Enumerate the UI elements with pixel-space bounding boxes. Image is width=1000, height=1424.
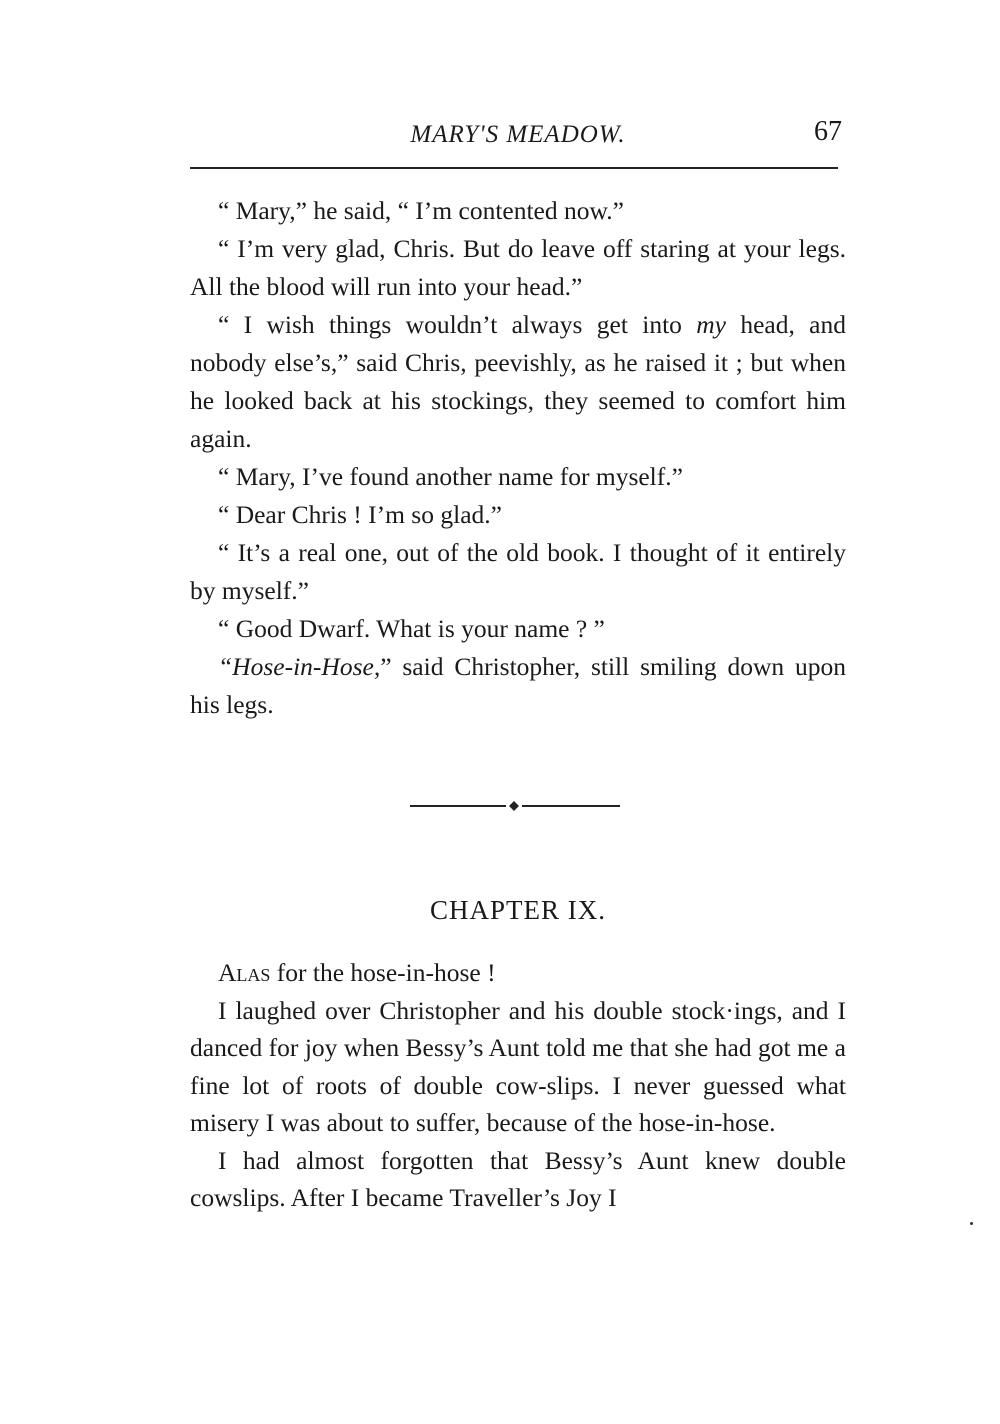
ornament-rule — [410, 805, 506, 807]
chapter-text — [190, 954, 846, 1217]
paragraph: “ Good Dwarf. What is your name ? ” — [218, 614, 605, 643]
chapter-heading: CHAPTER IX. — [429, 895, 606, 925]
paragraph — [190, 954, 846, 992]
emphasis: “Hose-in-Hose, — [218, 652, 381, 681]
paragraph: “ I’m very glad, Chris. But do leave off staring at your legs. All the blood will run into your head.” — [190, 234, 846, 301]
small-caps-opening: Alas — [218, 958, 271, 987]
emphasis: my — [696, 310, 726, 339]
text-run: ” said Christopher, still smiling down upon his legs. — [190, 652, 846, 719]
page-number: 67 — [814, 116, 842, 147]
paragraph — [190, 648, 846, 724]
ornament-diamond — [509, 801, 519, 811]
paragraph: “ Dear Chris ! I’m so glad.” — [218, 500, 502, 529]
print-speck — [970, 1222, 973, 1225]
paragraph: “ Mary, I’ve found another name for myself.” — [218, 462, 683, 491]
ornament-rule — [522, 805, 620, 807]
section-ornament — [410, 801, 620, 811]
paragraph: “ Mary,” he said, “ I’m contented now.” — [218, 196, 624, 225]
paragraph: I had almost forgotten that Bessy’s Aunt knew double cowslips. After I became Traveller’s Joy I — [190, 1145, 846, 1212]
running-title: MARY'S MEADOW. — [410, 121, 626, 148]
paragraph: “ It’s a real one, out of the old book. I thought of it entirely by myself.” — [190, 538, 846, 605]
paragraph: I laughed over Christopher and his double stock·ings, and I danced for joy when Bessy’s Aunt told me that she had got me a fine lot of roots of double cow-slips. I never guessed what misery I was about to suffer, because of the hose-in-hose. — [190, 995, 846, 1137]
text-run: head, and nobody else’s,” said Chris, peevishly, as he raised it ; but when he looked back at his stockings, they seemed to comfort him again. — [190, 310, 846, 453]
paragraph — [190, 306, 846, 458]
body-text — [190, 192, 846, 724]
text-run: for the hose-in-hose ! — [270, 958, 496, 987]
text-run: “ I wish things wouldn’t always get into — [218, 310, 697, 339]
header-rule — [190, 167, 838, 169]
running-head — [190, 116, 846, 156]
